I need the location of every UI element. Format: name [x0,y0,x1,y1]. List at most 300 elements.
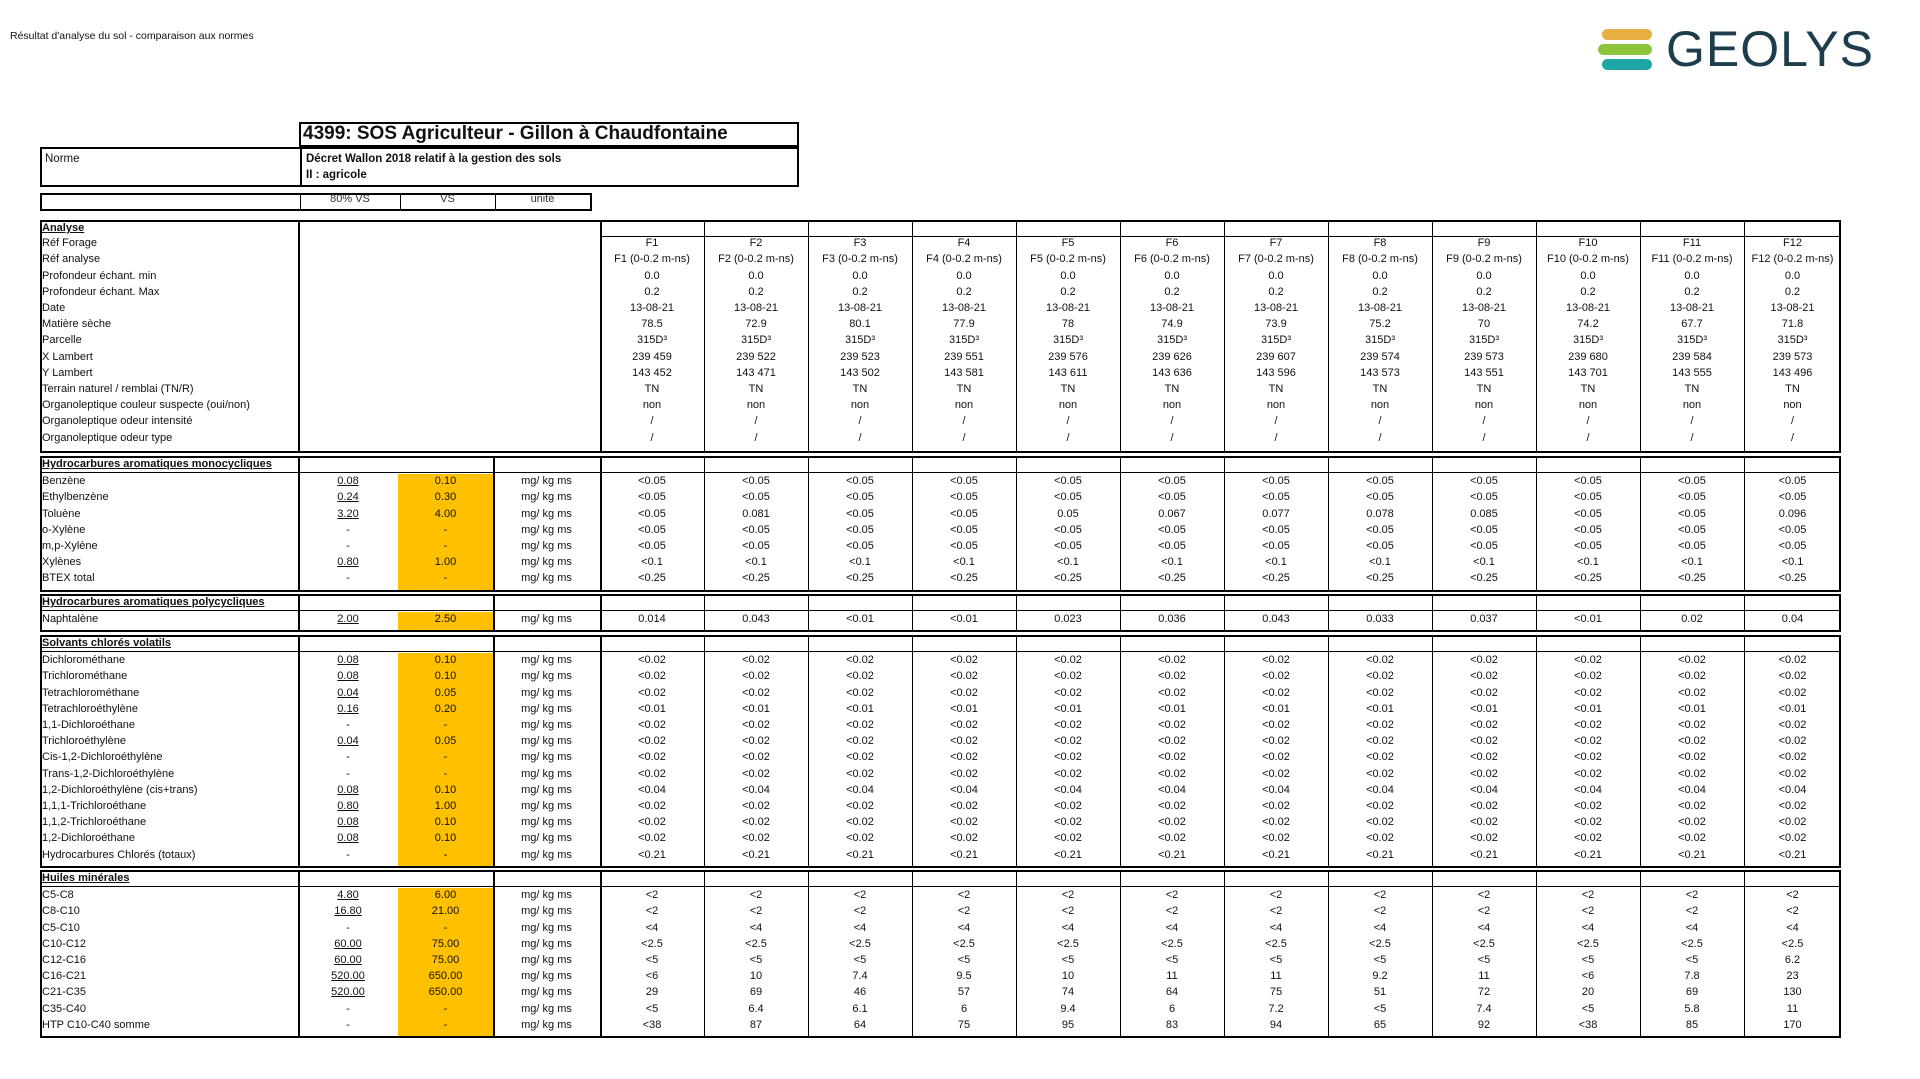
unit-value: mg/ kg ms [521,540,572,552]
value-cell: <0.02 [742,654,770,667]
norme-box [40,147,799,187]
value-cell: <0.02 [638,816,666,829]
value-cell: <0.05 [1262,540,1290,552]
value-cell: 69 [749,986,763,999]
value-cell: 315D³ [1261,334,1291,347]
value-cell: <4 [1477,921,1491,934]
value-cell: <0.02 [1778,735,1807,748]
value-cell: <5 [1477,954,1491,966]
value-cell: 0.0 [1684,269,1700,282]
value-cell: <0.02 [1678,767,1706,780]
value-cell: <0.02 [846,751,874,764]
value-cell: <2 [1061,889,1075,902]
norme-line1: Décret Wallon 2018 relatif à la gestion des sols [306,153,562,165]
value-cell: 0.0 [1580,269,1596,282]
vs80-header: 80% VS [330,193,370,205]
value-cell: <0.05 [1366,523,1394,536]
value-cell: 0.085 [1470,507,1498,520]
value-cell: <0.02 [742,735,770,748]
value-cell: 315D³ [1365,334,1395,347]
value-cell: <2 [853,905,867,918]
value-cell: 239 523 [840,350,880,363]
value-cell: <0.02 [742,832,770,845]
value-cell: <0.05 [1470,540,1498,552]
value-cell: F12 (0-0.2 m-ns) [1751,253,1834,266]
value-cell: 0.2 [1580,285,1596,298]
value-cell: 72.9 [745,318,767,331]
row-label: Toluène [42,507,81,520]
value-cell: <0.01 [1158,702,1186,715]
value-cell: <4 [1373,921,1387,934]
value-cell: <0.05 [1054,491,1082,504]
section-title: Solvants chlorés volatils [42,637,171,649]
row-label: Organoleptique odeur type [42,431,173,444]
value-cell: 0.043 [1262,613,1290,626]
value-cell: <2.5 [1057,937,1079,950]
value-cell: / [1586,431,1590,444]
value-cell: 239 551 [944,350,984,363]
value-cell: <0.01 [1054,702,1082,715]
value-cell: <0.02 [1678,816,1706,829]
value-cell: <0.02 [1778,800,1807,812]
row-label: 1,1-Dichloroéthane [42,719,135,731]
value-cell: <2.5 [641,937,663,950]
value-cell: 0.033 [1366,613,1394,626]
value-cell: F5 [1061,237,1075,250]
value-cell: <0.02 [1470,832,1498,845]
value-cell: <0.02 [1470,719,1498,731]
value-cell: <0.01 [846,702,874,715]
results-table [40,218,1841,1037]
value-cell: <2 [1373,889,1387,902]
value-cell: <0.02 [950,832,978,845]
value-cell: <0.05 [1778,523,1807,536]
value-cell: <0.05 [1366,540,1394,552]
value-cell: <2 [1581,905,1595,918]
vs-value: 0.05 [434,735,457,748]
value-cell: <0.25 [1778,572,1807,585]
value-cell: 7.4 [1476,1002,1492,1015]
value-cell: <0.02 [950,816,978,829]
value-cell: <2 [957,905,971,918]
unit-value: mg/ kg ms [521,702,572,715]
geolys-logo [1598,18,1898,80]
value-cell: 0.081 [742,507,770,520]
value-cell: <5 [1061,954,1075,966]
unit-value: mg/ kg ms [521,507,572,520]
value-cell: 0.0 [1060,269,1076,282]
value-cell: <0.04 [1778,783,1807,796]
value-cell: <38 [1578,1018,1598,1031]
value-cell: / [962,415,966,428]
value-cell: <0.02 [1366,654,1394,667]
row-label: Réf analyse [42,253,101,266]
value-cell: 92 [1477,1018,1491,1031]
row-label: X Lambert [42,350,93,363]
value-cell: <2 [1786,905,1799,918]
value-cell: <0.02 [1574,800,1602,812]
vs-value: 650.00 [428,970,463,983]
value-cell: 6.2 [1784,954,1801,966]
value-cell: <0.02 [1678,800,1706,812]
value-cell: 143 701 [1568,366,1608,379]
value-cell: non [1578,399,1598,412]
value-cell: <0.02 [638,735,666,748]
value-cell: <0.02 [846,719,874,731]
value-cell: <0.02 [1678,654,1706,667]
value-cell: <5 [645,1002,659,1015]
unit-header: unité [530,193,555,205]
value-cell: <0.1 [849,556,871,569]
value-cell: 0.0 [1164,269,1180,282]
vs80-value: - [346,1018,350,1031]
value-cell: <0.02 [638,654,666,667]
value-cell: <0.05 [846,491,874,504]
value-cell: <0.02 [1158,670,1186,683]
value-cell: <0.1 [1577,556,1599,569]
value-cell: 13-08-21 [1565,302,1611,314]
value-cell: <0.05 [846,523,874,536]
value-cell: <0.02 [1574,816,1602,829]
value-cell: 6.4 [748,1002,764,1015]
value-cell: <0.02 [1574,767,1602,780]
value-cell: <2 [1061,905,1075,918]
value-cell: / [1274,431,1278,444]
value-cell: <2.5 [1161,937,1183,950]
value-cell: non [850,399,870,412]
value-cell: 74.2 [1577,318,1599,331]
value-cell: <0.25 [638,572,666,585]
value-cell: <0.02 [1678,686,1706,699]
value-cell: <0.02 [1366,735,1394,748]
value-cell: <0.1 [953,556,975,569]
vs80-value: 0.08 [337,654,359,667]
value-cell: <0.02 [1574,686,1602,699]
value-cell: <2 [645,889,659,902]
value-cell: <4 [1165,921,1179,934]
value-cell: <4 [1269,921,1283,934]
value-cell: 0.2 [1268,285,1284,298]
norme-label: Norme [45,153,80,165]
value-cell: <0.04 [1262,783,1290,796]
vs80-value: - [346,767,350,780]
vs80-value: - [346,1002,350,1015]
value-cell: 143 596 [1256,366,1296,379]
value-cell: <2 [1373,905,1387,918]
value-cell: <0.02 [950,654,978,667]
value-cell: <2.5 [953,937,975,950]
value-cell: <2 [1165,905,1179,918]
value-cell: <0.02 [846,832,874,845]
value-cell: / [1586,415,1590,428]
value-cell: <2 [1269,905,1283,918]
row-label: Date [42,302,66,314]
value-cell: <0.21 [1054,848,1082,861]
vs-value: 4.00 [434,507,457,520]
value-cell: <0.25 [1262,572,1290,585]
value-cell: <0.02 [846,816,874,829]
value-cell: <0.21 [1262,848,1290,861]
value-cell: <0.05 [950,491,978,504]
value-cell: <0.02 [1574,654,1602,667]
value-cell: <2.5 [1781,937,1804,950]
value-cell: <0.02 [1778,832,1807,845]
value-cell: <0.04 [1678,783,1706,796]
row-label: Réf Forage [42,237,98,250]
value-cell: 239 607 [1256,350,1296,363]
value-cell: <2 [749,905,763,918]
unit-value: mg/ kg ms [521,654,572,667]
unit-value: mg/ kg ms [521,783,572,796]
value-cell: <0.05 [1470,491,1498,504]
value-cell: / [1066,431,1070,444]
value-cell: <0.02 [1470,735,1498,748]
unit-value: mg/ kg ms [521,719,572,731]
value-cell: <0.05 [1054,540,1082,552]
value-cell: <0.02 [1054,832,1082,845]
value-cell: <5 [1581,954,1595,966]
value-cell: 13-08-21 [1149,302,1195,314]
value-cell: <38 [642,1018,662,1031]
value-cell: 143 502 [840,366,880,379]
vs80-value: 0.16 [337,702,359,715]
value-cell: <0.1 [1265,556,1287,569]
value-cell: TN [1785,383,1800,395]
value-cell: <0.02 [1678,832,1706,845]
value-cell: <0.02 [1574,670,1602,683]
value-cell: <2 [1269,889,1283,902]
value-cell: 6 [960,1002,968,1015]
vs-value: - [443,572,448,585]
vs-value: 1.00 [434,800,457,812]
value-cell: <0.05 [1778,540,1807,552]
value-cell: <2 [1786,889,1799,902]
vs-header: VS [440,193,455,205]
row-label: C8-C10 [42,905,80,918]
unit-value: mg/ kg ms [521,686,572,699]
value-cell: 143 573 [1360,366,1400,379]
unit-value: mg/ kg ms [521,767,572,780]
value-cell: 78 [1061,318,1075,331]
value-cell: / [1274,415,1278,428]
value-cell: <0.1 [1161,556,1183,569]
value-cell: <0.02 [846,686,874,699]
value-cell: <0.05 [1678,507,1706,520]
value-cell: 0.2 [852,285,868,298]
value-cell: 65 [1373,1018,1387,1031]
value-cell: TN [852,383,868,395]
value-cell: <0.1 [1781,556,1804,569]
value-cell: <4 [853,921,867,934]
value-cell: <0.05 [1778,491,1807,504]
unit-value: mg/ kg ms [521,556,572,569]
value-cell: <0.02 [1158,735,1186,748]
vs80-value: 3.20 [337,507,359,520]
value-cell: <0.05 [638,540,666,552]
value-cell: <0.02 [1158,751,1186,764]
value-cell: <0.02 [1366,800,1394,812]
value-cell: <0.05 [1054,523,1082,536]
value-cell: <0.02 [638,832,666,845]
vs80-value: 0.08 [337,816,359,829]
value-cell: <0.05 [1678,475,1706,488]
value-cell: 143 555 [1672,366,1712,379]
value-cell: <0.04 [1470,783,1498,796]
value-cell: 80.1 [849,318,871,331]
project-title: 4399: SOS Agriculteur - Gillon à Chaudfontaine [299,122,799,147]
value-cell: <0.02 [1778,751,1807,764]
value-cell: <0.02 [1158,767,1186,780]
value-cell: <0.02 [1470,800,1498,812]
value-cell: <0.02 [1678,670,1706,683]
value-cell: 29 [645,986,659,999]
value-cell: <0.21 [1678,848,1706,861]
row-label: Profondeur échant. Max [42,285,160,298]
value-cell: 0.2 [1372,285,1388,298]
value-cell: <0.02 [1470,816,1498,829]
unit-value: mg/ kg ms [521,832,572,845]
value-cell: 0.078 [1366,507,1394,520]
value-cell: 74.9 [1161,318,1183,331]
value-cell: <0.04 [1366,783,1394,796]
value-cell: 143 581 [944,366,984,379]
value-cell: 78.5 [641,318,663,331]
value-cell: <0.01 [1678,702,1706,715]
value-cell: 10 [1061,970,1075,983]
value-cell: <0.02 [1054,670,1082,683]
vs-value: 75.00 [431,937,460,950]
value-cell: F4 (0-0.2 m-ns) [926,253,1002,266]
value-cell: <0.05 [1470,523,1498,536]
value-cell: F3 (0-0.2 m-ns) [822,253,898,266]
value-cell: 143 496 [1772,366,1813,379]
unit-value: mg/ kg ms [521,816,572,829]
value-cell: <2.5 [745,937,767,950]
vs-value: - [443,767,448,780]
value-cell: <0.05 [742,475,770,488]
value-cell: <0.01 [1574,702,1602,715]
vs80-value: - [346,921,350,934]
value-cell: 0.023 [1054,613,1082,626]
value-cell: F9 [1477,237,1491,250]
value-cell: 315D³ [1573,334,1603,347]
value-cell: <0.05 [742,491,770,504]
value-cell: 11 [1478,970,1490,983]
value-cell: TN [1372,383,1388,395]
value-cell: <0.1 [745,556,767,569]
value-cell: 0.2 [1476,285,1492,298]
value-cell: <4 [749,921,763,934]
unit-value: mg/ kg ms [521,523,572,536]
value-cell: <0.02 [846,735,874,748]
value-cell: <0.02 [1574,719,1602,731]
value-cell: 315D³ [949,334,979,347]
value-cell: <5 [1165,954,1179,966]
value-cell: <2 [645,905,659,918]
value-cell: <0.01 [1574,613,1602,626]
value-cell: 143 471 [736,366,776,379]
value-cell: <0.05 [742,523,770,536]
value-cell: F10 (0-0.2 m-ns) [1547,253,1629,266]
value-cell: <0.02 [638,767,666,780]
value-cell: <0.21 [1778,848,1807,861]
value-cell: 170 [1783,1018,1802,1031]
vs80-value: 520.00 [331,970,365,983]
value-cell: <5 [645,954,659,966]
value-cell: <5 [749,954,763,966]
value-cell: <4 [1061,921,1075,934]
value-cell: 239 576 [1048,350,1088,363]
value-cell: 9.5 [956,970,972,983]
value-cell: 315D³ [1157,334,1187,347]
value-cell: non [746,399,766,412]
value-cell: <0.02 [638,800,666,812]
row-label: Benzène [42,475,86,488]
vs-value: - [443,921,448,934]
row-label: Y Lambert [42,366,93,379]
value-cell: <0.02 [950,686,978,699]
value-cell: <0.02 [742,719,770,731]
value-cell: <0.02 [1262,832,1290,845]
value-cell: 239 574 [1360,350,1400,363]
value-cell: 72 [1477,986,1491,999]
vs-value: - [443,1002,448,1015]
value-cell: <0.02 [1470,686,1498,699]
value-cell: 0.2 [1060,285,1076,298]
vs-value: 0.10 [434,816,457,829]
value-cell: non [1682,399,1702,412]
value-cell: 85 [1685,1018,1699,1031]
value-cell: <0.05 [1262,491,1290,504]
value-cell: 239 626 [1152,350,1192,363]
value-cell: TN [1268,383,1284,395]
value-cell: 9.4 [1060,1002,1076,1015]
row-label: o-Xylène [42,523,86,536]
value-cell: <0.02 [1366,670,1394,683]
value-cell: <0.25 [742,572,770,585]
value-cell: <0.02 [1262,719,1290,731]
value-cell: F1 [645,237,659,250]
vs-value: 0.10 [434,475,457,488]
value-cell: <0.02 [742,767,770,780]
value-cell: <0.02 [742,816,770,829]
row-label: Matière sèche [42,318,112,331]
value-cell: / [650,431,654,444]
value-cell: F1 (0-0.2 m-ns) [614,253,690,266]
vs-value: - [443,523,448,536]
value-cell: F11 (0-0.2 m-ns) [1651,253,1733,266]
value-cell: <0.02 [950,751,978,764]
vs-value: 650.00 [428,986,463,999]
value-cell: <0.02 [846,654,874,667]
unit-value: mg/ kg ms [521,751,572,764]
value-cell: F6 [1165,237,1179,250]
value-cell: <0.05 [1574,491,1602,504]
value-cell: <0.02 [1054,767,1082,780]
unit-value: mg/ kg ms [521,921,572,934]
value-cell: 83 [1165,1018,1179,1031]
unit-value: mg/ kg ms [521,613,572,626]
unit-value: mg/ kg ms [521,970,572,983]
row-label: C16-C21 [42,970,87,983]
vs-value: 0.10 [434,832,457,845]
value-cell: / [962,431,966,444]
value-cell: <2 [957,889,971,902]
value-cell: TN [1060,383,1076,395]
vs-value: - [443,848,448,861]
value-cell: <0.02 [1470,670,1498,683]
value-cell: <0.05 [1158,523,1186,536]
